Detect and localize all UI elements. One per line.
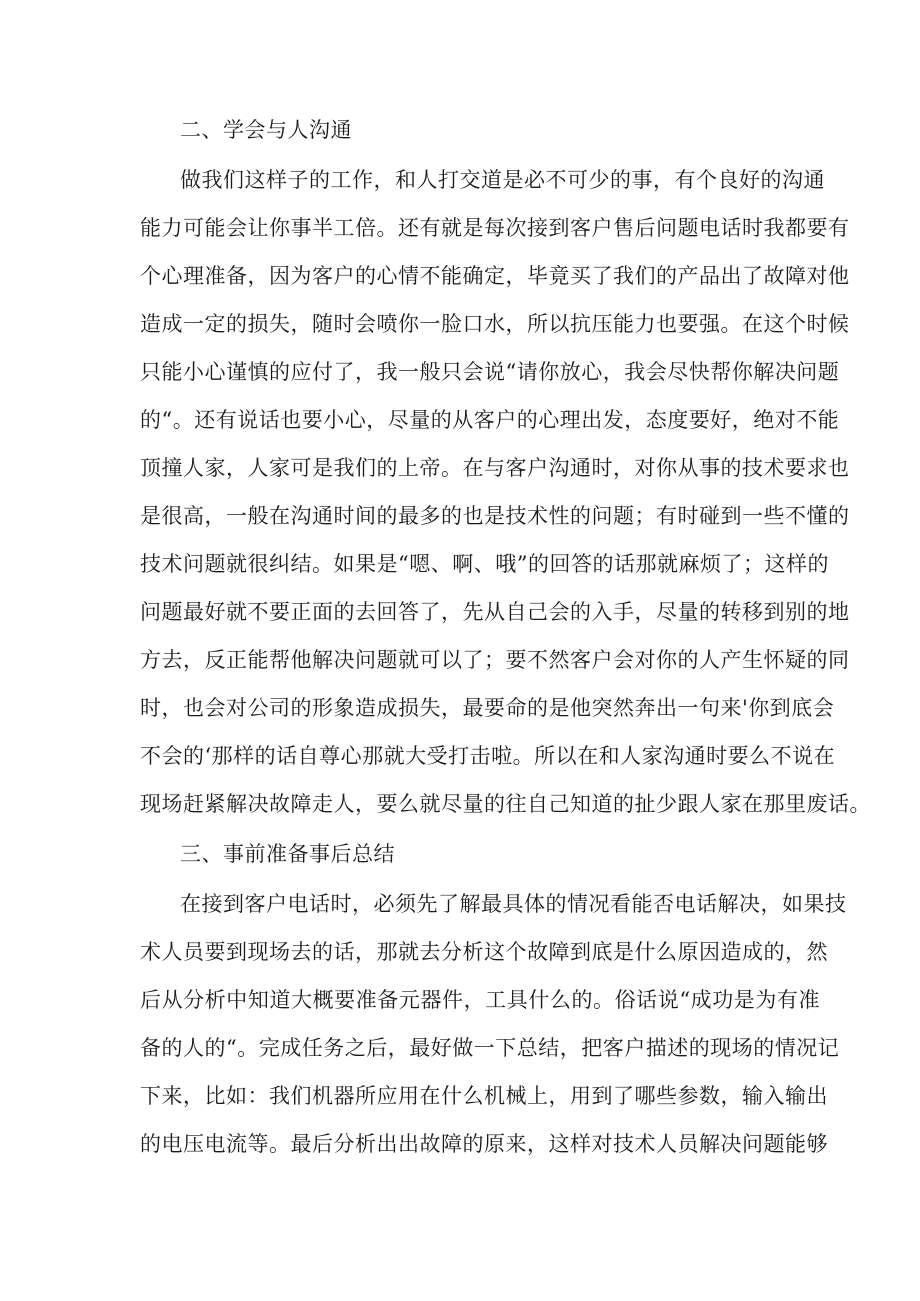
paragraph-line: 在接到客户电话时，必须先了解最具体的情况看能否电话解决，如果技	[180, 892, 847, 916]
paragraph-line: 备的人的“。完成任务之后，最好做一下总结，把客户描述的现场的情况记	[140, 1036, 840, 1060]
paragraph-line: 顶撞人家，人家可是我们的上帝。在与客户沟通时，对你从事的技术要求也	[140, 456, 850, 480]
paragraph-line: 能力可能会让你事半工倍。还有就是每次接到客户售后问题电话时我都要有	[140, 216, 850, 240]
paragraph-line: 的电压电流等。最后分析出出故障的原来，这样对技术人员解决问题能够	[140, 1132, 828, 1156]
paragraph-line: 下来，比如：我们机器所应用在什么机械上，用到了哪些参数，输入输出	[140, 1084, 828, 1108]
paragraph-line: 造成一定的损失，随时会喷你一脸口水，所以抗压能力也要强。在这个时候	[140, 312, 850, 336]
paragraph-line: 问题最好就不要正面的去回答了，先从自己会的入手，尽量的转移到别的地	[140, 600, 850, 624]
paragraph-line: 的“。还有说话也要小心，尽量的从客户的心理出发，态度要好，绝对不能	[140, 408, 840, 432]
paragraph-line: 后从分析中知道大概要准备元器件，工具什么的。俗话说“成功是为有准	[140, 988, 820, 1012]
paragraph-line: 技术问题就很纠结。如果是“嗯、啊、哦”的回答的话那就麻烦了；这样的	[140, 552, 829, 576]
paragraph-line: 不会的‘那样的话自尊心那就大受打击啦。所以在和人家沟通时要么不说在	[140, 744, 836, 768]
paragraph-line: 现场赶紧解决故障走人，要么就尽量的往自己知道的扯少跟人家在那里废话。	[140, 792, 871, 816]
section-heading: 二、学会与人沟通	[180, 118, 352, 142]
paragraph-line: 时，也会对公司的形象造成损失，最要命的是他突然奔出一句来'你到底会	[140, 696, 835, 720]
paragraph-line: 个心理准备，因为客户的心情不能确定，毕竟买了我们的产品出了故障对他	[140, 264, 850, 288]
paragraph-line: 只能小心谨慎的应付了，我一般只会说“请你放心，我会尽快帮你解决问题	[140, 360, 840, 384]
paragraph-line: 是很高，一般在沟通时间的最多的也是技术性的问题；有时碰到一些不懂的	[140, 504, 850, 528]
paragraph-line: 术人员要到现场去的话，那就去分析这个故障到底是什么原因造成的，然	[140, 940, 828, 964]
paragraph-line: 做我们这样子的工作，和人打交道是必不可少的事，有个良好的沟通	[180, 168, 825, 192]
section-heading: 三、事前准备事后总结	[180, 842, 395, 866]
paragraph-line: 方去，反正能帮他解决问题就可以了；要不然客户会对你的人产生怀疑的同	[140, 648, 850, 672]
